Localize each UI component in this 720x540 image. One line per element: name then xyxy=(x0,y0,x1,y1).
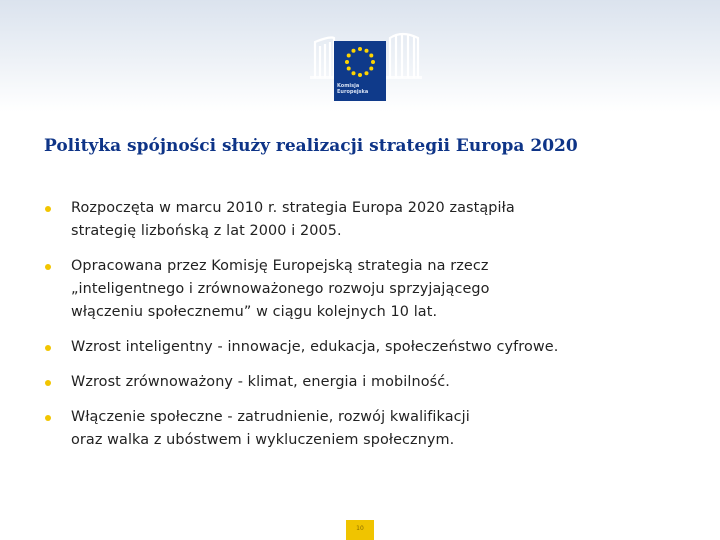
bullet-marker-icon xyxy=(45,380,51,386)
bullet-text-line: „inteligentnego i zrównoważonego rozwoju sprzyjającego xyxy=(71,281,490,297)
bullet-text-line: Wzrost zrównoważony - klimat, energia i mobilność. xyxy=(71,374,450,390)
logo-line-1: Komisja xyxy=(337,83,360,89)
page-number: 10 xyxy=(346,520,374,540)
bullet-text-line: Włączenie społeczne - zatrudnienie, rozwój kwalifikacji xyxy=(71,409,470,425)
slide-title: Polityka spójności służy realizacji strategii Europa 2020 xyxy=(44,136,578,156)
logo-line-2: Europejska xyxy=(337,89,369,95)
european-commission-logo xyxy=(334,41,386,101)
bullet-list xyxy=(44,197,704,464)
bullet-item xyxy=(44,255,704,324)
bullet-text-line: Opracowana przez Komisję Europejską strategia na rzecz xyxy=(71,258,489,274)
bullet-text-line: Rozpoczęta w marcu 2010 r. strategia Europa 2020 zastąpiła xyxy=(71,200,515,216)
bullet-text-line: oraz walka z ubóstwem i wykluczeniem społecznym. xyxy=(71,432,455,448)
bullet-item xyxy=(44,371,704,394)
bullet-marker-icon xyxy=(45,415,51,421)
logo-text xyxy=(337,83,383,95)
bullet-item xyxy=(44,336,704,359)
bullet-marker-icon xyxy=(45,206,51,212)
bullet-item xyxy=(44,406,704,452)
bullet-text-line: Wzrost inteligentny - innowacje, edukacja, społeczeństwo cyfrowe. xyxy=(71,339,559,355)
eu-stars-icon xyxy=(337,44,383,82)
bullet-item xyxy=(44,197,704,243)
bullet-text-line: włączeniu społecznemu” w ciągu kolejnych 10 lat. xyxy=(71,304,438,320)
bullet-text-line: strategię lizbońską z lat 2000 i 2005. xyxy=(71,223,342,239)
bullet-marker-icon xyxy=(45,345,51,351)
bullet-marker-icon xyxy=(45,264,51,270)
